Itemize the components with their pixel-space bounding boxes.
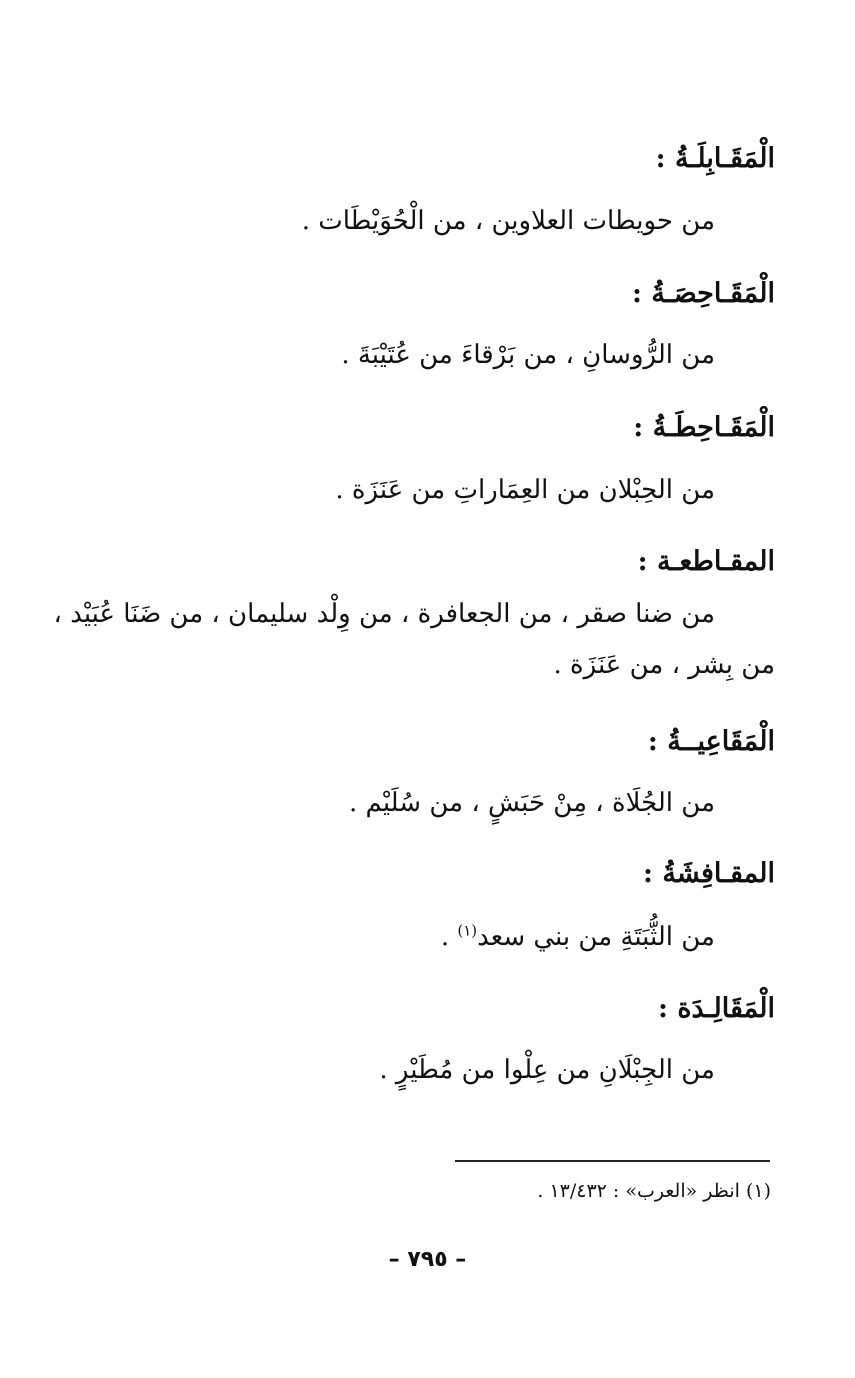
entry-heading-muqatia: المقـاطعـة : (637, 546, 775, 577)
entry-heading-muqabila: الْمَقَـابِلَـةُ : (655, 143, 775, 174)
footnote-reference: (١) (457, 921, 478, 940)
entry-heading-muqaiya: الْمَقَاعِيــةُ : (647, 726, 775, 757)
entry-text-muqalida: من الجِبْلَانِ من عِلْوا من مُطَيْرٍ . (379, 1055, 715, 1085)
entry-text-muqafisha (440, 921, 715, 952)
entry-heading-muqafisha: المقـافِشَةُ : (643, 858, 775, 889)
entry-text-muqafisha-end: . (440, 922, 458, 952)
entry-text-muqabila: من حويطات العلاوين ، من الْحُوَيْطَات . (301, 206, 715, 236)
footnote-divider (455, 1160, 770, 1162)
entry-text-muqatia-line1: من ضنا صقر ، من الجعافرة ، من وِلْد سليمان ، من ضَنَا عُبَيْد ، (53, 599, 715, 629)
entry-text-muqahita: من الحِبْلان من العِمَاراتِ من عَنَزَة . (335, 475, 715, 505)
footnote: (١) انظر «العرب» : ١٣/٤٣٢ . (537, 1180, 771, 1202)
entry-text-muqaiya: من الجُلَاة ، مِنْ حَبَشٍ ، من سُلَيْم . (349, 788, 715, 818)
entry-text-muqahisa: من الرُّوسانِ ، من بَرْقاءَ من عُتَيْبَةَ . (341, 340, 715, 370)
entry-text-muqatia-line2: من بِشر ، من عَنَزَة . (553, 650, 775, 680)
page-number: – ٧٩٥ – (388, 1247, 467, 1272)
entry-heading-muqalida: الْمَقَالِـدَة : (657, 993, 775, 1024)
entry-heading-muqahisa: الْمَقَـاحِصَـةُ : (632, 278, 775, 309)
entry-text-muqafisha-main: من الثُّبَتَةِ من بني سعد (477, 922, 715, 952)
entry-heading-muqahita: الْمَقَـاحِطَـةُ : (633, 412, 775, 443)
